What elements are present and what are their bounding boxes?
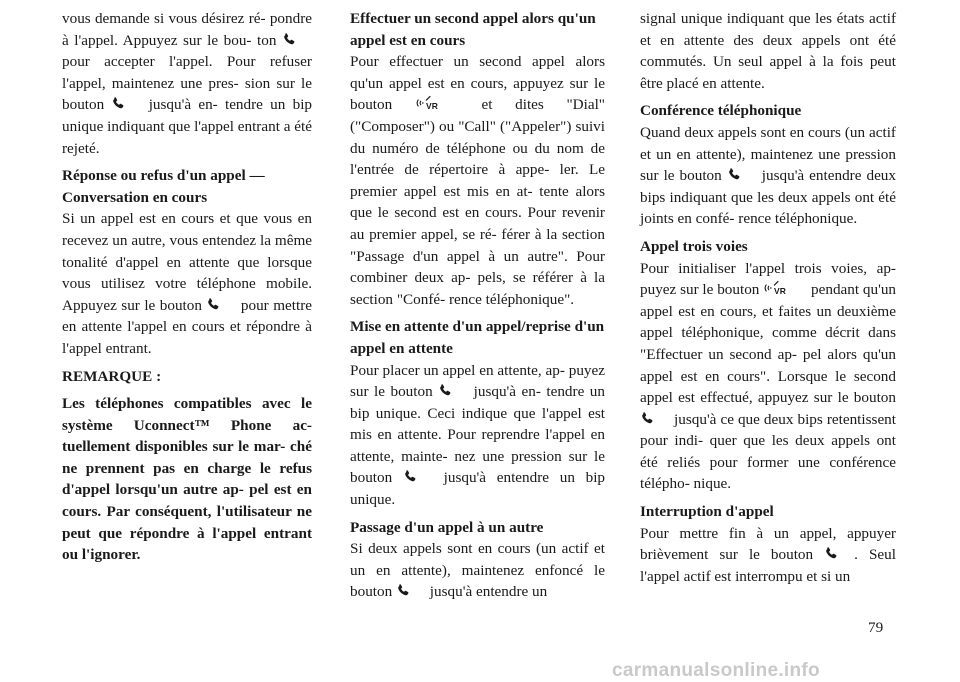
text: Si deux appels sont en cours (un actif et un en attente), maintenez enfoncé le bouton [350, 540, 605, 601]
text: jusqu'à ce que deux bips retentissent pour indi- quer que les deux appels ont été reliés pour former une conférence télépho- nique. [640, 410, 896, 493]
phone-icon [438, 382, 468, 396]
text: Pour mettre fin à un appel, appuyer brièvement sur le bouton [640, 524, 896, 564]
note-label: REMARQUE : [62, 367, 162, 385]
text: jusqu'à entendre un bip unique. [350, 469, 606, 509]
phone-icon [727, 166, 757, 180]
phone-icon [640, 410, 670, 424]
paragraph [640, 122, 896, 230]
phone-icon [111, 95, 141, 109]
section-heading: Interruption d'appel [640, 503, 774, 521]
paragraph [640, 523, 896, 588]
section-heading: Effectuer un second appel alors qu'un appel est en cours [350, 10, 596, 49]
text: jusqu'à en- tendre un bip unique. Ceci indique que l'appel est mis en attente. Pour reprendre l'appel en attente, mainte- nez une pression sur le bouton [350, 383, 605, 487]
section-heading: Conférence téléphonique [640, 102, 802, 120]
text: jusqu'à en- tendre un bip unique indiquant que l'appel entrant a été rejeté. [62, 96, 313, 157]
text: jusqu'à entendre deux bips indiquant que les deux appels ont été joints en confé- rence téléphonique. [640, 167, 896, 228]
section-heading: Passage d'un appel à un autre [350, 518, 544, 536]
phone-icon [282, 31, 312, 45]
column-2 [350, 8, 605, 609]
column-1 [62, 8, 312, 572]
text: pour mettre en attente l'appel en cours et répondre à l'appel entrant. [62, 296, 312, 357]
text: pour accepter l'appel. Pour refuser l'appel, maintenez une pres- sion sur le bouton [62, 53, 312, 114]
paragraph [350, 51, 605, 310]
phone-icon [403, 468, 433, 482]
phone-icon [206, 296, 236, 310]
section-heading: Réponse ou refus d'un appel — Conversation en cours [62, 167, 265, 206]
text: Quand deux appels sont en cours (un actif et un en attente), maintenez une pression sur le bouton [640, 123, 896, 185]
phone-icon [396, 582, 426, 596]
text: Pour initialiser l'appel trois voies, ap- puyez sur le bouton [640, 259, 896, 299]
text: pendant qu'un appel est en cours, et faites un deuxième appel téléphonique, comme décrit dans "Effectuer un second ap- pel alors qu'un appel est en cours". Lorsque le second appel est effectué, appuyez sur le bouton [640, 281, 897, 407]
section-heading: Mise en attente d'un appel/reprise d'un appel en attente [350, 318, 605, 357]
paragraph: signal unique indiquant que les états actif et en attente des deux appels ont été commutés. Un seul appel à la fois peut être placé en attente. [640, 10, 896, 92]
paragraph [350, 360, 605, 511]
text: jusqu'à entendre un [429, 583, 548, 601]
paragraph [62, 8, 312, 159]
section-heading: Appel trois voies [640, 237, 748, 255]
phone-icon [824, 545, 854, 559]
text: et dites "Dial" ("Composer") ou "Call" ("Appeler") suivi du numéro de téléphone ou du nom de l'entrée de répertoire à appe- ler. Le premier appel est mis en at- tente alors que le second est en cours. Pour revenir au premier appel, se ré- férer à la section "Passage d'un appel à un autre". Pour combiner deux ap- pels, se référer à la section "Confé- rence téléphonique". [350, 96, 606, 308]
watermark: carmanualsonline.info [612, 660, 820, 681]
paragraph [640, 258, 896, 496]
text: vous demande si vous désirez ré- pondre à l'appel. Appuyez sur le bou- ton [62, 10, 312, 49]
text: Pour placer un appel en attente, ap- puyez sur le bouton [350, 361, 605, 401]
column-3 [640, 8, 896, 593]
text: . Seul l'appel actif est interrompu et si un [640, 546, 896, 585]
page-number: 79 [868, 619, 884, 636]
text: Pour effectuer un second appel alors qu'un appel est en cours, appuyez sur le bouton [350, 53, 605, 114]
text: Si un appel est en cours et que vous en recevez un autre, vous entendez la même tonalité d'appel en attente que lorsque vous utilisez votre téléphone mobile. Appuyez sur le bouton [62, 210, 312, 314]
note-text: Les téléphones compatibles avec le système Uconnect™ Phone ac- tuellement disponibles sur le mar- ché ne prennent pas en charge le refus d'appel lorsqu'un autre ap- pel est en cours. Par conséquent, l'utilisateur ne peut que répondre à l'appel entrant ou l'ignorer. [62, 395, 312, 564]
voice-recognition-icon [415, 95, 459, 111]
paragraph [350, 538, 605, 603]
voice-recognition-icon [763, 280, 807, 296]
paragraph [62, 208, 312, 359]
